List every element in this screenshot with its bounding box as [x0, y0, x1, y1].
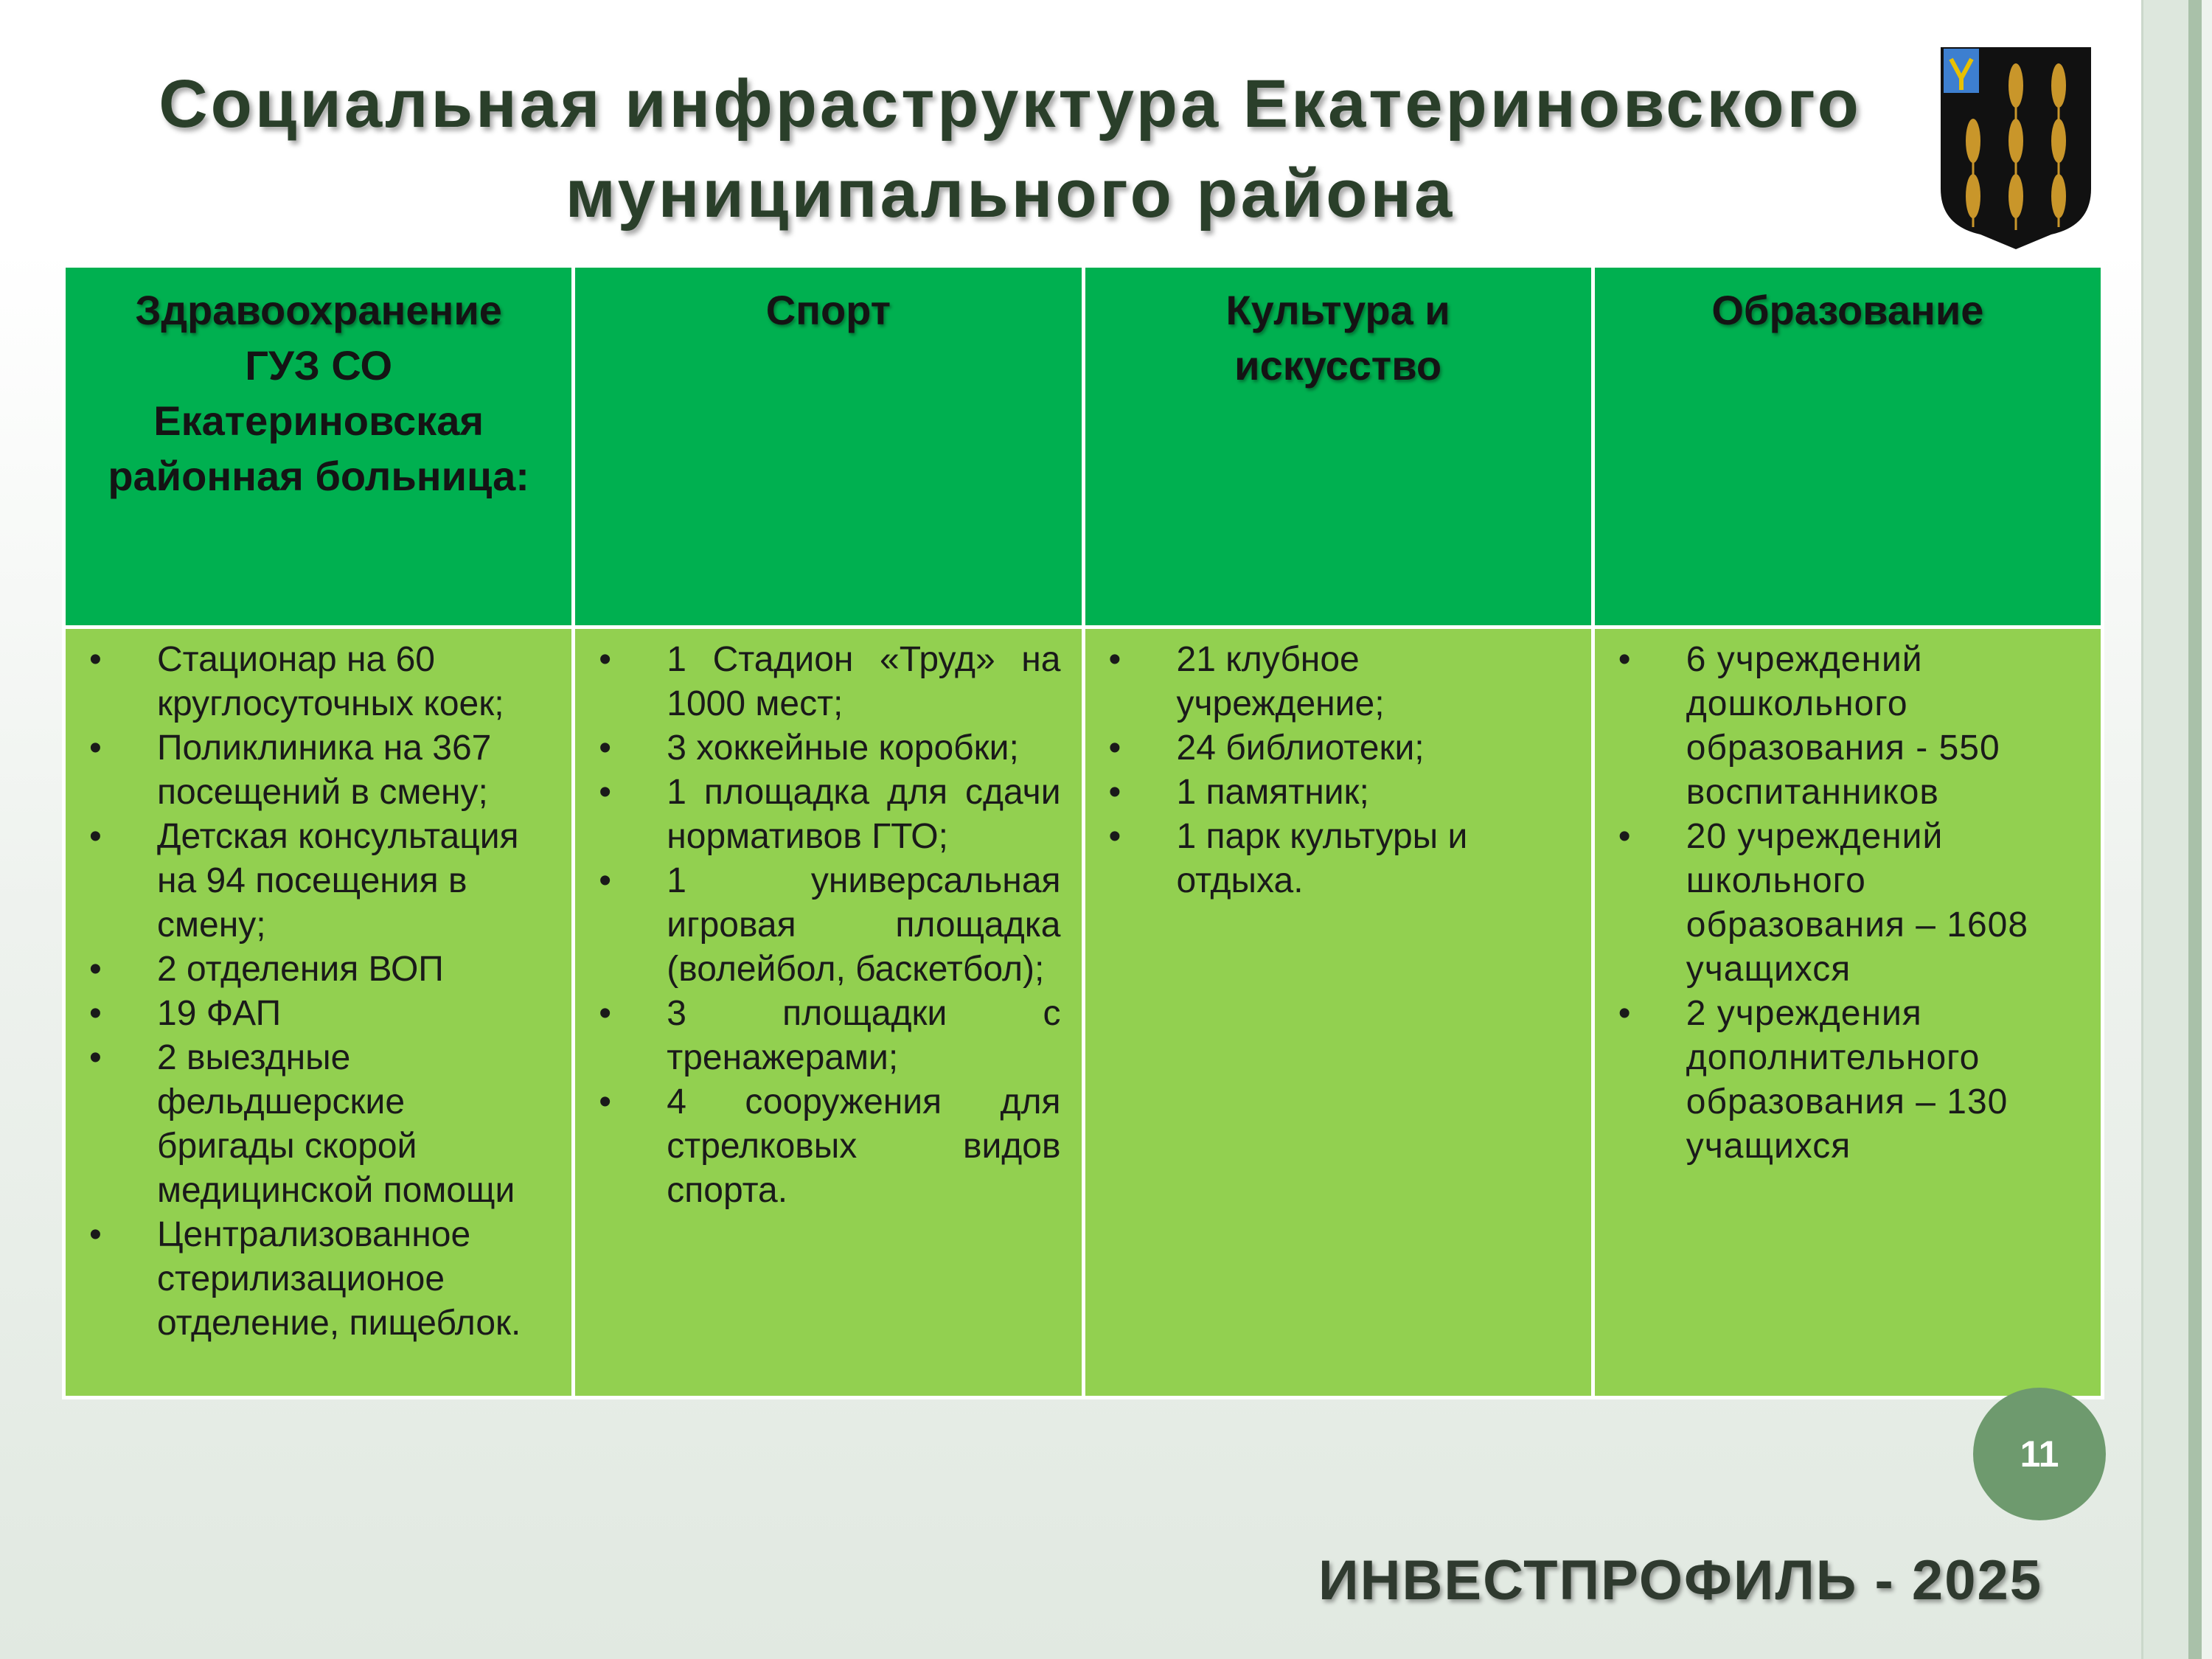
infrastructure-table: [62, 264, 2104, 1399]
list-item: • Поликлиника на 367 посещений в смену;: [79, 726, 551, 815]
table-header-row: [64, 266, 2103, 627]
list-item: • 1 памятник;: [1099, 771, 1482, 815]
list-item: • 1 парк культуры и отдыха.: [1099, 815, 1482, 903]
slide-title: Социальная инфраструктура Екатериновского муниципального района: [159, 66, 1862, 232]
health-list: [79, 638, 551, 1346]
footer-label: ИНВЕСТПРОФИЛЬ - 2025: [1318, 1549, 2042, 1612]
list-item: • 3 площадки с тренажерами;: [588, 992, 1060, 1080]
decorative-stripe: [2141, 0, 2191, 1659]
culture-list: [1099, 638, 1571, 903]
page-number-badge: 11: [1973, 1388, 2106, 1520]
list-item: • 19 ФАП: [79, 992, 551, 1036]
list-item: • Централизованное стерилизационое отделение, пищеблок.: [79, 1213, 551, 1346]
body-cell-health: [64, 627, 574, 1398]
body-cell-sport: [574, 627, 1083, 1398]
header-cell-education: [1593, 266, 2102, 627]
header-education-title: Образование: [1711, 287, 1984, 333]
header-cell-sport: [574, 266, 1083, 627]
table-body-row: [64, 627, 2103, 1398]
list-item: • 3 хоккейные коробки;: [588, 726, 1060, 771]
list-item: • 6 учреждений дошкольного образования - 550 воспитанников: [1608, 638, 2080, 815]
header-cell-culture: [1083, 266, 1593, 627]
decorative-stripe-thin: [2188, 0, 2202, 1659]
list-item: • 2 выездные фельдшерские бригады скорой медицинской помощи: [79, 1036, 551, 1213]
coat-of-arms-icon: [1933, 41, 2098, 255]
list-item: • 1 Стадион «Труд» на 1000 мест;: [588, 638, 1060, 726]
header-health-subtitle: ГУЗ СО Екатериновская районная больница:: [108, 342, 529, 499]
education-list: [1608, 638, 2080, 1169]
list-item: • 2 учреждения дополнительного образования – 130 учащихся: [1608, 992, 2080, 1169]
header-cell-health: [64, 266, 574, 627]
sport-list: [588, 638, 1060, 1213]
list-item: • 24 библиотеки;: [1099, 726, 1482, 771]
header-sport-title: Спорт: [765, 287, 891, 333]
header-culture-title: Культура и искусство: [1225, 287, 1450, 389]
list-item: • 4 сооружения для стрелковых видов спорта.: [588, 1080, 1060, 1213]
list-item: • 1 универсальная игровая площадка (волейбол, баскетбол);: [588, 859, 1060, 992]
header-health-title: Здравоохранение: [135, 287, 502, 333]
list-item: • 20 учреждений школьного образования – 1608 учащихся: [1608, 815, 2080, 992]
list-item: • 2 отделения ВОП: [79, 947, 551, 992]
body-cell-culture: [1083, 627, 1593, 1398]
list-item: • 21 клубное учреждение;: [1099, 638, 1482, 726]
list-item: • Детская консультация на 94 посещения в смену;: [79, 815, 551, 947]
list-item: • 1 площадка для сдачи нормативов ГТО;: [588, 771, 1060, 859]
list-item: • Стационар на 60 круглосуточных коек;: [79, 638, 551, 726]
body-cell-education: [1593, 627, 2102, 1398]
decorative-stripe-edge: [2202, 0, 2212, 1659]
